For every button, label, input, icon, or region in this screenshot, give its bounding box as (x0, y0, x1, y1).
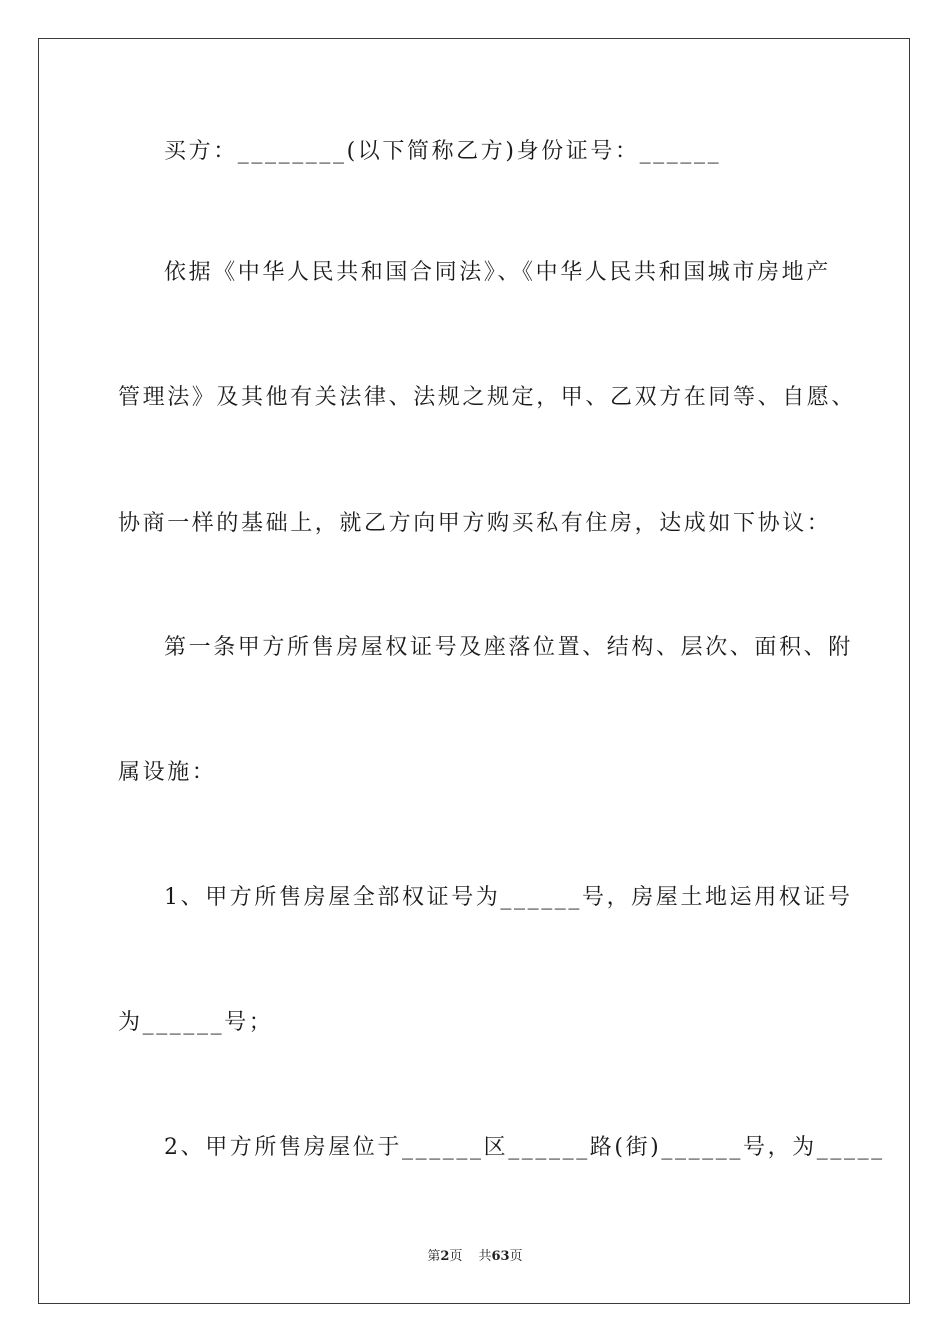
article-one-line-1: 第一条甲方所售房屋权证号及座落位置、结构、层次、面积、附 (164, 635, 853, 660)
page-border (38, 38, 910, 1304)
paragraph-basis-line-2: 管理法》及其他有关法律、法规之规定，甲、乙双方在同等、自愿、 (118, 385, 857, 410)
footer-page-current: 2 (440, 1249, 450, 1264)
clause-1-line-1: 1、甲方所售房屋全部权证号为______号，房屋土地运用权证号 (164, 885, 853, 910)
buyer-line: 买方：________(以下简称乙方)身份证号：______ (164, 139, 722, 164)
footer-page-total: 63 (491, 1249, 510, 1264)
clause-2-line-1: 2、甲方所售房屋位于______区______路(街)______号，为_____ (164, 1135, 885, 1160)
paragraph-basis-line-3: 协商一样的基础上，就乙方向甲方购买私有住房，达成如下协议： (118, 511, 832, 536)
footer-page-prefix: 第 (427, 1249, 441, 1264)
article-one-line-2: 属设施： (118, 760, 217, 785)
footer-total-suffix: 页 (509, 1249, 523, 1264)
footer-page-suffix: 页 (449, 1249, 463, 1264)
footer-total-prefix: 共 (478, 1249, 492, 1264)
page-footer (0, 1248, 950, 1266)
clause-1-line-2: 为______号； (118, 1010, 274, 1035)
paragraph-basis-line-1: 依据《中华人民共和国合同法》、《中华人民共和国城市房地产 (164, 260, 831, 285)
